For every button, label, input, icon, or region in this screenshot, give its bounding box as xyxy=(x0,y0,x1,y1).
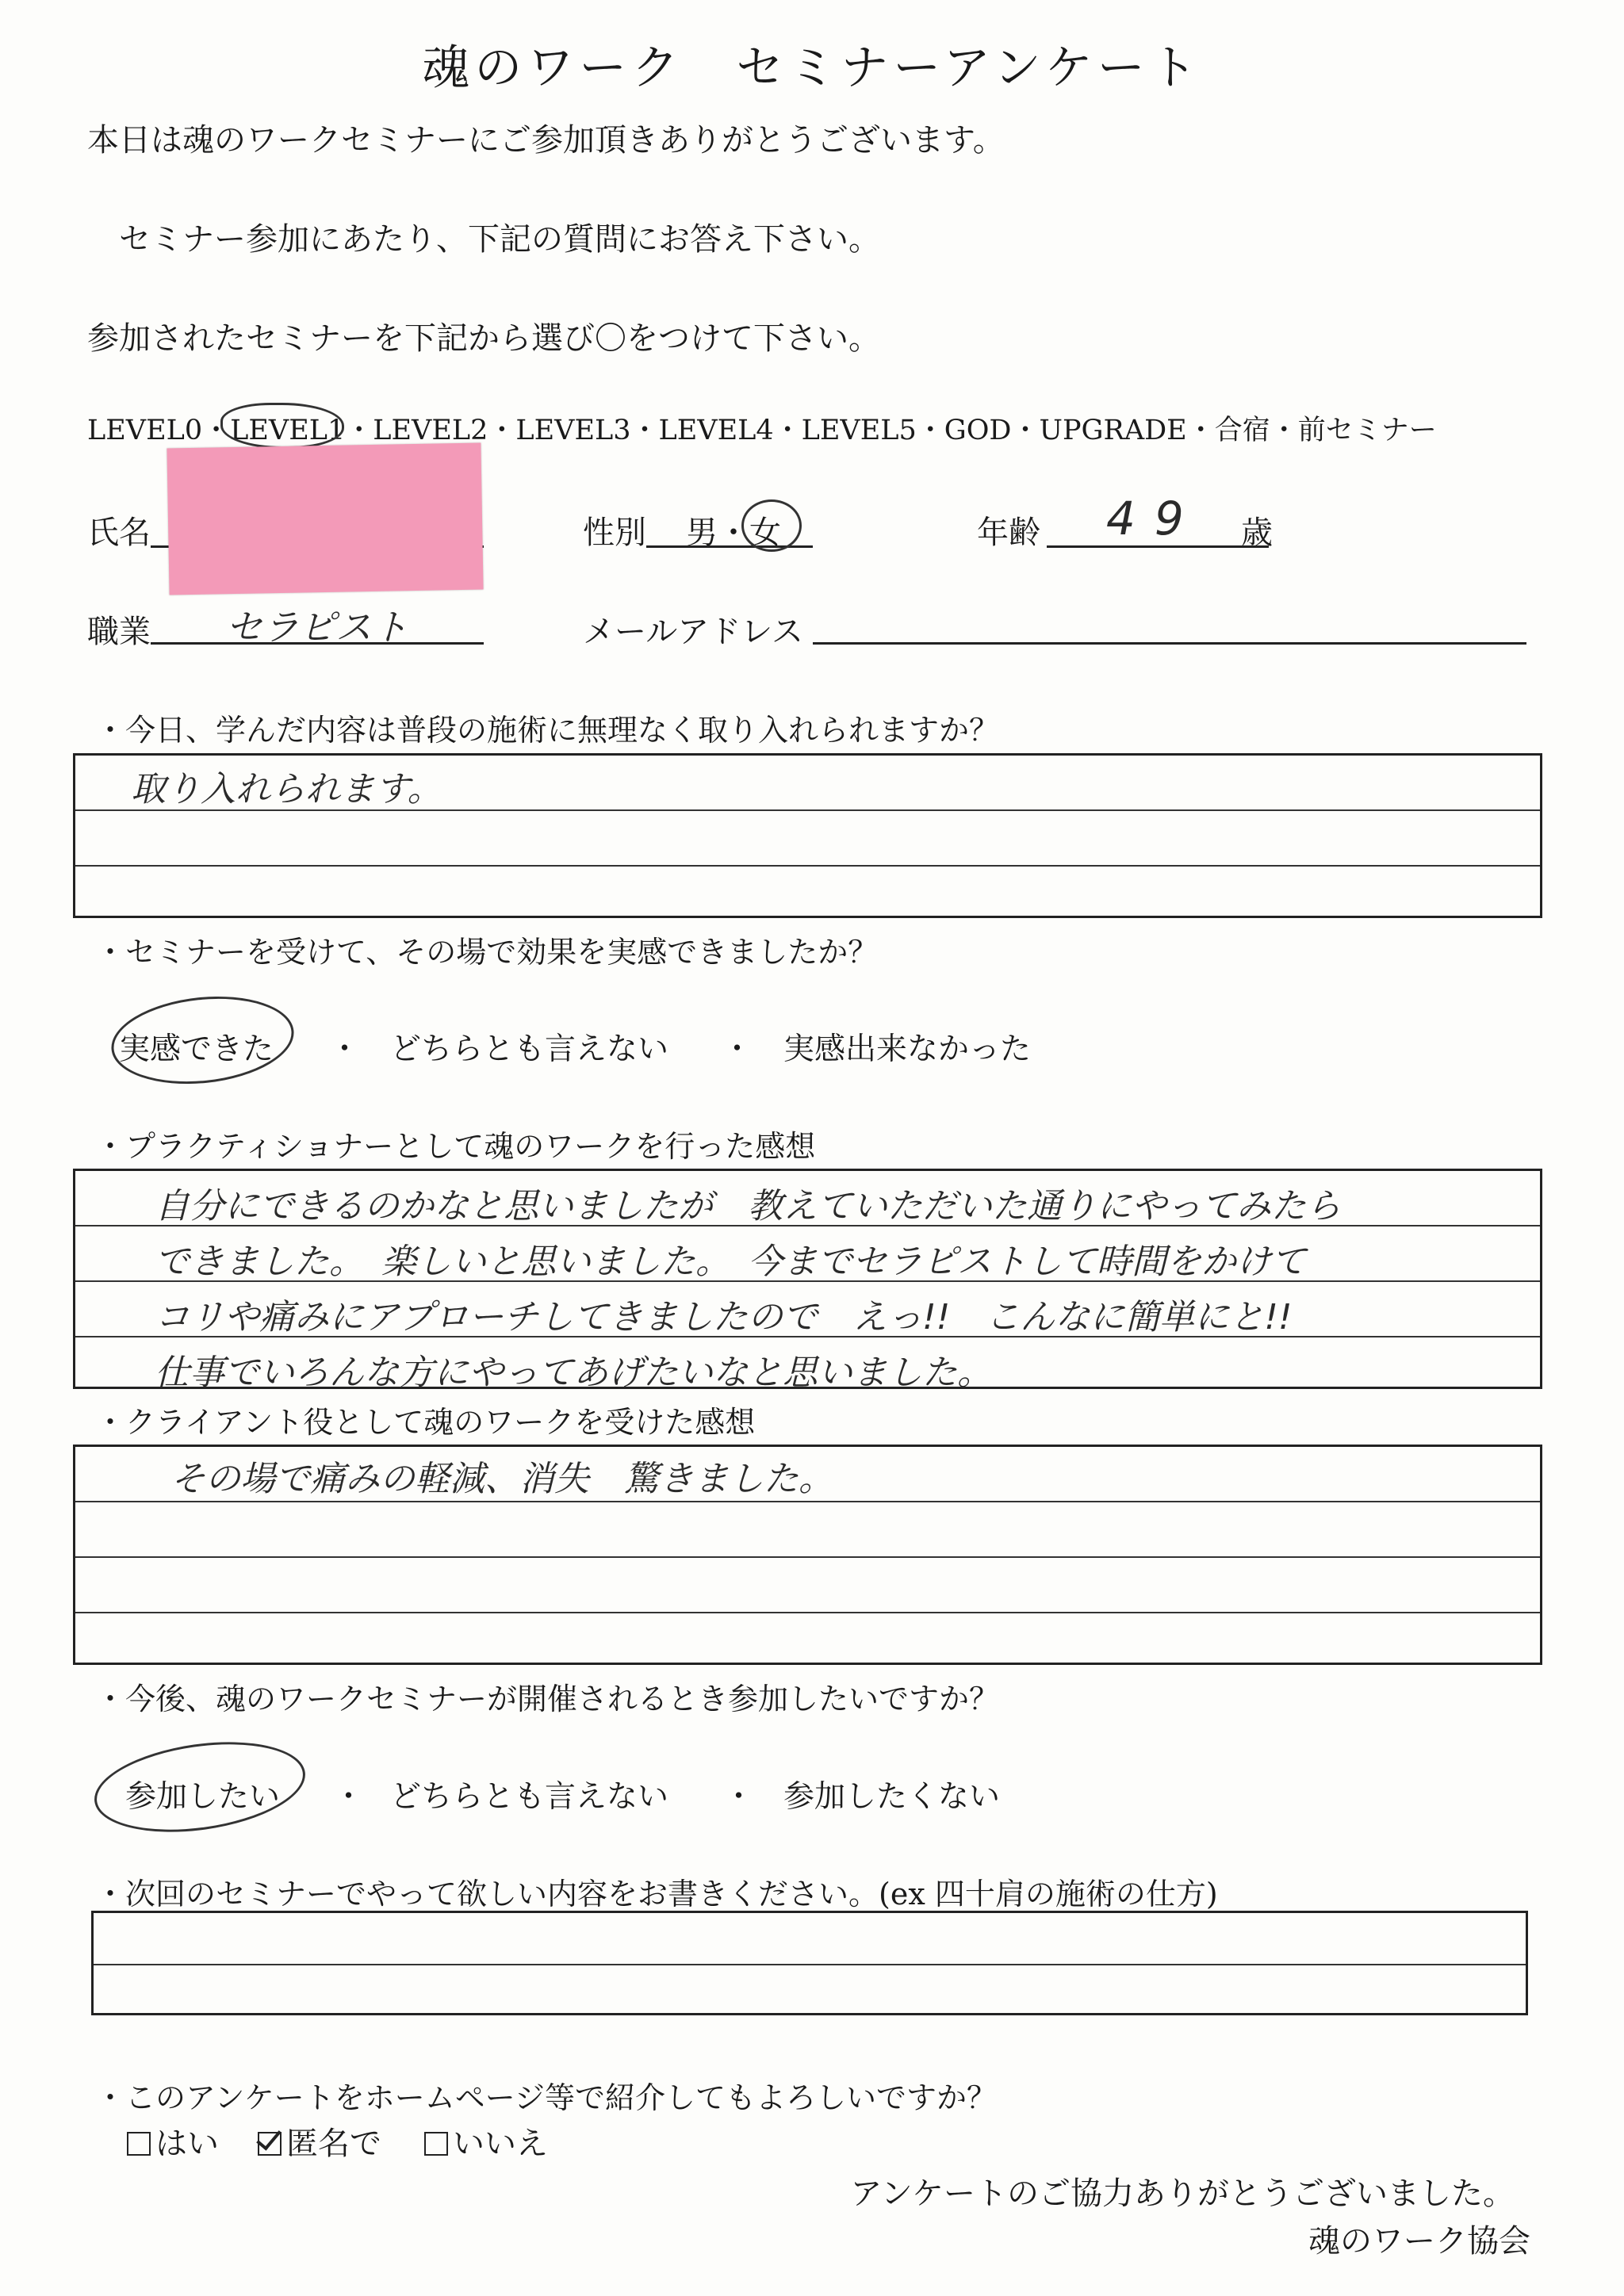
age-value[interactable]: 49 xyxy=(1106,492,1203,545)
intro-text: 本日は魂のワークセミナーにご参加頂きありがとうございます。 xyxy=(87,122,1005,159)
email-field[interactable] xyxy=(813,642,1526,645)
q1-answer-box[interactable] xyxy=(73,753,1542,918)
q7-option-yes[interactable] xyxy=(127,2118,219,2164)
gender-label: 性別 xyxy=(583,515,646,551)
female-circle-mark xyxy=(741,499,802,552)
question-5: ・今後、魂のワークセミナーが開催されるとき参加したいですか？ xyxy=(95,1682,1000,1716)
select-prompt: 参加されたセミナーを下記から選び〇をつけて下さい。 xyxy=(87,320,880,357)
question-7: ・このアンケートをホームページ等で紹介してもよろしいですか？ xyxy=(95,2080,997,2115)
checkbox-yes[interactable] xyxy=(127,2132,151,2156)
age-field xyxy=(1047,545,1269,548)
question-3: ・プラクティショナーとして魂のワークを行った感想 xyxy=(95,1129,816,1164)
q7-yes-label: はい xyxy=(155,2126,219,2162)
name-label: 氏名 xyxy=(87,515,151,551)
q6-answer-box[interactable] xyxy=(91,1911,1528,2015)
question-4: ・クライアント役として魂のワークを受けた感想 xyxy=(95,1405,756,1440)
job-label: 職業 xyxy=(87,614,151,650)
q7-option-no[interactable] xyxy=(424,2118,548,2164)
instruction-text: セミナー参加にあたり、下記の質問にお答え下さい。 xyxy=(119,221,880,258)
question-2: ・セミナーを受けて、その場で効果を実感できましたか？ xyxy=(95,935,879,970)
q2-option-neutral[interactable]: どちらとも言えない xyxy=(390,1031,669,1067)
page-title: 魂のワーク セミナーアンケート xyxy=(422,40,1202,96)
q2-separator-2: ・ xyxy=(722,1031,753,1067)
q4-answer-text: その場で痛みの軽減、消失 驚きました。 xyxy=(170,1459,833,1499)
q5-option-no[interactable]: 参加したくない xyxy=(783,1779,1001,1815)
q5-selected-circle xyxy=(89,1730,311,1844)
age-label: 年齢 xyxy=(977,515,1040,551)
job-value[interactable]: セラピスト xyxy=(226,606,408,649)
job-field xyxy=(151,642,484,645)
closing-text: アンケートのご協力ありがとうございました。 xyxy=(850,2175,1515,2212)
q3-answer-line-1: 自分にできるのかなと思いましたが 教えていただいた通りにやってみたら xyxy=(155,1186,1341,1226)
q3-answer-line-4: 仕事でいろんな方にやってあげたいなと思いました。 xyxy=(155,1353,992,1393)
organization-name: 魂のワーク協会 xyxy=(1308,2223,1530,2260)
q2-option-not-felt[interactable]: 実感出来なかった xyxy=(783,1031,1032,1067)
q5-separator-2: ・ xyxy=(723,1779,755,1815)
q2-selected-circle xyxy=(107,988,298,1093)
q2-separator-1: ・ xyxy=(329,1031,361,1067)
q2-option-felt[interactable]: 実感できた xyxy=(119,1031,274,1067)
q3-answer-line-3: コリや痛みにアプローチしてきましたので えっ!! こんなに簡単にと!! xyxy=(155,1297,1293,1337)
seminar-level-options[interactable]: LEVEL0・LEVEL1・LEVEL2・LEVEL3・LEVEL4・LEVEL5・GOD・UPGRADE・合宿・前セミナー xyxy=(87,415,1437,446)
q5-option-neutral[interactable]: どちらとも言えない xyxy=(390,1779,669,1815)
q5-separator-1: ・ xyxy=(333,1779,365,1815)
q1-answer-text: 取り入れられます。 xyxy=(131,769,442,809)
checkbox-anonymous-checked[interactable] xyxy=(258,2132,282,2156)
redaction-sticky-note xyxy=(167,443,483,595)
q3-answer-line-2: できました。 楽しいと思いました。 今までセラピストして時間をかけて xyxy=(155,1242,1306,1282)
gender-options[interactable]: 男・女 xyxy=(686,515,781,551)
q7-no-label: いいえ xyxy=(453,2126,548,2162)
q7-option-anonymous[interactable] xyxy=(258,2118,381,2164)
checkbox-no[interactable] xyxy=(424,2132,448,2156)
level1-circle-mark xyxy=(220,403,344,449)
q5-option-yes[interactable]: 参加したい xyxy=(125,1779,281,1815)
question-6: ・次回のセミナーでやって欲しい内容をお書きください。(ex 四十肩の施術の仕方) xyxy=(95,1877,1218,1911)
age-unit: 歳 xyxy=(1241,515,1273,551)
question-1: ・今日、学んだ内容は普段の施術に無理なく取り入れられますか？ xyxy=(95,713,1000,748)
email-label: メールアドレス xyxy=(583,614,803,650)
q4-answer-box[interactable] xyxy=(73,1445,1542,1665)
q3-answer-box[interactable] xyxy=(73,1169,1542,1393)
q7-anon-label: 匿名で xyxy=(286,2126,381,2162)
